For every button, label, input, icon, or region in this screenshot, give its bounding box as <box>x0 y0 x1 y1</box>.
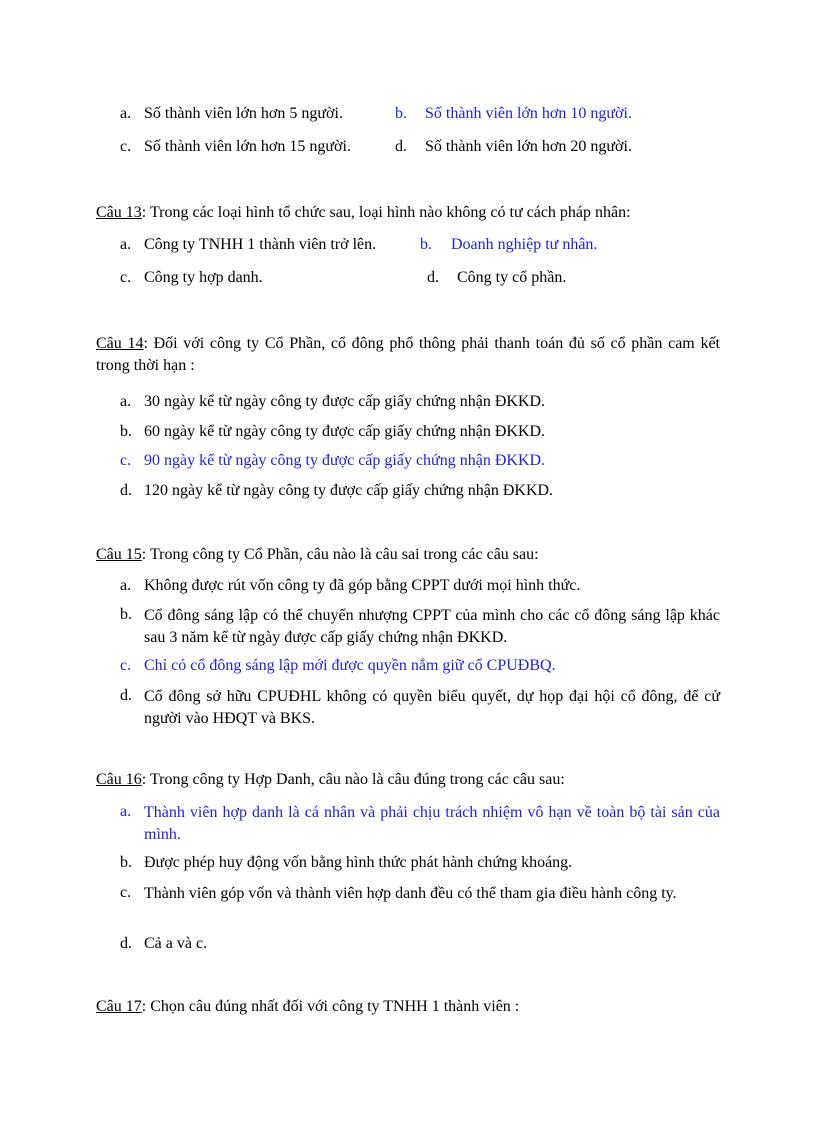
q16-question: Câu 16: Trong công ty Hợp Danh, câu nào là câu đúng trong các câu sau: <box>96 771 565 788</box>
q13-option-c: c. Công ty hợp danh. <box>120 269 263 286</box>
q12-option-c: c. Số thành viên lớn hơn 15 người. <box>120 138 351 155</box>
q12-option-a: a. Số thành viên lớn hơn 5 người. <box>120 105 343 122</box>
q14-question: Câu 14: Đối với công ty Cổ Phần, cổ đông phổ thông phải thanh toán đủ số cổ phần cam kết trong thời hạn : <box>96 335 720 374</box>
q14-option-c: c. 90 ngày kể từ ngày công ty được cấp giấy chứng nhận ĐKKD. <box>120 452 546 469</box>
q15-option-b: b. Cổ đông sáng lập có thể chuyển nhượng CPPT của mình cho các cổ đông sáng lập khác sau 3 năm kể từ ngày được cấp giấy chứng nhận ĐKKD. <box>120 606 720 646</box>
q17-number: Câu 17 <box>96 998 142 1015</box>
q13-question: Câu 13: Trong các loại hình tổ chức sau, loại hình nào không có tư cách pháp nhân: <box>96 204 631 221</box>
q13-option-d: d. Công ty cổ phần. <box>427 269 567 286</box>
q15-question: Câu 15: Trong công ty Cổ Phần, câu nào là câu sai trong các câu sau: <box>96 546 539 563</box>
q15-option-d: d. Cổ đông sở hữu CPUĐHL không có quyền biểu quyết, dự họp đại hội cổ đông, để cử người vào HĐQT và BKS. <box>120 687 720 727</box>
q15-number: Câu 15 <box>96 546 142 563</box>
q13-option-b: b. Doanh nghiệp tư nhân. <box>420 236 598 253</box>
q12-option-d: d. Số thành viên lớn hơn 20 người. <box>395 138 632 155</box>
q15-option-a: a. Không được rút vốn công ty đã góp bằng CPPT dưới mọi hình thức. <box>120 577 581 594</box>
q13-option-a: a. Công ty TNHH 1 thành viên trở lên. <box>120 236 377 253</box>
q14-number: Câu 14 <box>96 335 144 352</box>
q12-option-b: b. Số thành viên lớn hơn 10 người. <box>395 105 632 122</box>
q13-number: Câu 13 <box>96 204 142 221</box>
q15-option-c: c. Chỉ có cổ đông sáng lập mới được quyền nắm giữ cổ CPUĐBQ. <box>120 657 556 674</box>
q14-option-b: b. 60 ngày kể từ ngày công ty được cấp giấy chứng nhận ĐKKD. <box>120 423 546 440</box>
q16-option-a: a. Thành viên hợp danh là cá nhân và phải chịu trách nhiệm vô hạn về toàn bộ tài sản của mình. <box>120 803 720 843</box>
q14-option-d: d. 120 ngày kể từ ngày công ty được cấp giấy chứng nhận ĐKKD. <box>120 482 554 499</box>
q16-option-d: d. Cả a và c. <box>120 935 208 952</box>
q16-option-c: c. Thành viên góp vốn và thành viên hợp danh đều có thể tham gia điều hành công ty. <box>120 884 677 902</box>
q16-number: Câu 16 <box>96 771 142 788</box>
q17-question: Câu 17: Chọn câu đúng nhất đối với công ty TNHH 1 thành viên : <box>96 998 520 1015</box>
q16-option-b: b. Được phép huy động vốn bằng hình thức phát hành chứng khoáng. <box>120 854 573 871</box>
q14-option-a: a. 30 ngày kể từ ngày công ty được cấp giấy chứng nhận ĐKKD. <box>120 393 546 410</box>
